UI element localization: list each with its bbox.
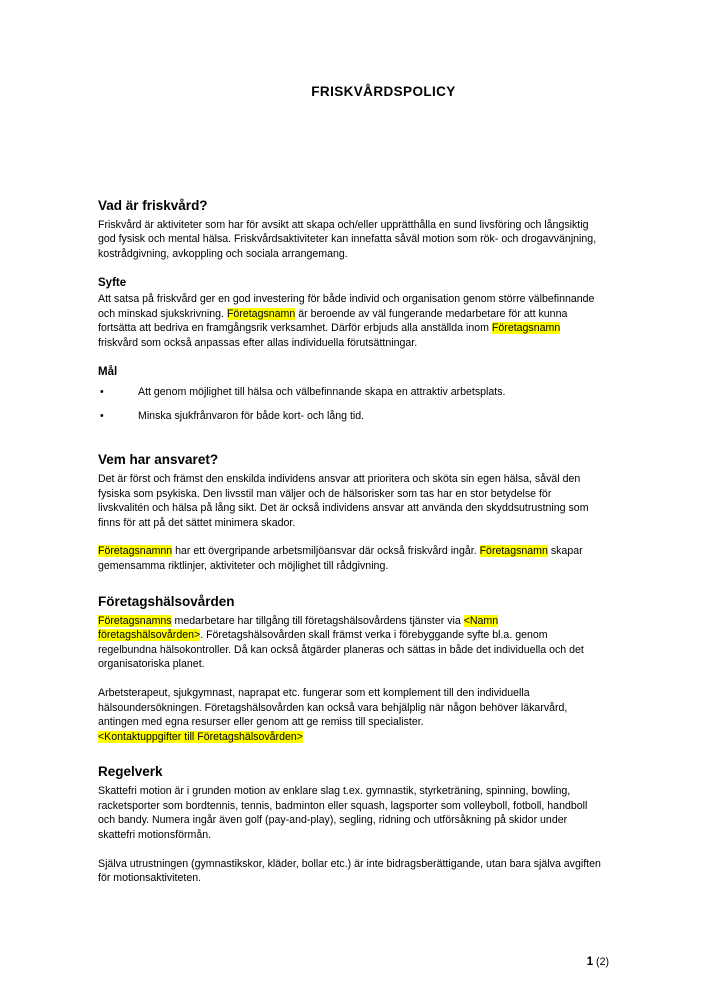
page-number: 1 bbox=[586, 956, 594, 968]
list-item bbox=[98, 409, 603, 424]
page-total: (2) bbox=[596, 956, 609, 968]
paragraph-vem-har-ansvaret-2 bbox=[98, 544, 603, 573]
highlight-namn-foretagshalsovarden: <Namn företagshälsovården> bbox=[98, 614, 499, 642]
section-heading-foretagshalsovarden: Företagshälsovården bbox=[98, 593, 235, 609]
section-heading-regelverk: Regelverk bbox=[98, 764, 163, 780]
section-heading-vad-ar-friskvard: Vad är friskvård? bbox=[98, 198, 208, 213]
highlight-kontaktuppgifter: <Kontaktuppgifter till Företagshälsovården> bbox=[98, 730, 303, 743]
section-heading-syfte: Syfte bbox=[98, 276, 127, 289]
paragraph-vem-har-ansvaret: Det är först och främst den enskilda individens ansvar att prioritera och sköta sin egen hälsa, såväl den fysiska som psykiska. Den livsstil man väljer och de hälsorisker som tas har en stor betydelse för livskvalitén och hälsa på lång sikt. Det är också individens ansvar att använda den skyddsutrustning som finns för att på det sättet minimera skador. bbox=[98, 472, 589, 529]
syfte-text-1: Att satsa på friskvård ger en god investering för både individ och organisation genom större välbefinnande och minskad sjukskrivning. bbox=[98, 293, 595, 320]
paragraph-regelverk-2: Själva utrustningen (gymnastikskor, kläder, bollar etc.) är inte bidragsberättigande, utan bara själva avgiften för motionsaktiviteten. bbox=[98, 857, 601, 885]
highlight-foretagsnamnn: Företagsnamnn bbox=[98, 545, 173, 558]
document-body bbox=[98, 198, 603, 886]
syfte-text-2: är beroende av väl fungerande medarbetare för att kunna fortsätta att bedriva en framgångsrik verksamhet. Därför erbjuds alla anställda inom bbox=[98, 307, 568, 335]
highlight-foretagsnamn-3: Företagsnamn bbox=[479, 545, 548, 558]
list-item-label: Att genom möjlighet till hälsa och välbefinnande skapa en attraktiv arbetsplats. bbox=[138, 385, 506, 398]
highlight-foretagsnamns: Företagsnamns bbox=[98, 614, 172, 627]
page-footer bbox=[98, 956, 609, 968]
list-mal bbox=[98, 385, 603, 423]
bullet-icon: • bbox=[100, 385, 104, 398]
paragraph-syfte bbox=[98, 292, 603, 350]
paragraph-vad-ar-friskvard: Friskvård är aktiviteter som har för avsikt att skapa och/eller upprätthålla en sund livsföring och långsiktig god fysisk och mental hälsa. Friskvårdsaktiviteter kan innefatta såväl motion som rök- och drogavvänjning, kostrådgivning, avkoppling och sociala arrangemang. bbox=[98, 218, 597, 261]
highlight-foretagsnamn-2: Företagsnamn bbox=[491, 322, 561, 335]
syfte-text-3: friskvård som också anpassas efter allas individuella förutsättningar. bbox=[98, 336, 418, 349]
list-item bbox=[98, 385, 603, 400]
fhv-text-1: medarbetare har tillgång till företagshälsovårdens tjänster via bbox=[171, 614, 464, 627]
page-title: FRISKVÅRDSPOLICY bbox=[311, 84, 456, 99]
paragraph-foretagshalsovarden-1 bbox=[98, 614, 603, 672]
fhv-text-2: . Företagshälsovården skall främst verka i förebyggande syfte bl.a. genom regelbundna hälsokontroller. Då kan också åtgärder planeras och sättas in både det individuella och det organisatoriska planet. bbox=[98, 629, 584, 671]
bullet-icon: • bbox=[100, 409, 104, 422]
highlight-foretagsnamn-1: Företagsnamn bbox=[226, 307, 296, 320]
paragraph-foretagshalsovarden-3 bbox=[98, 730, 603, 745]
paragraph-regelverk-1: Skattefri motion är i grunden motion av enklare slag t.ex. gymnastik, styrketräning, spinning, bowling, racketsporter som bordtennis, tennis, badminton eller squash, lagsporter som volleyboll, fotboll, handboll och bandy. Numera ingår även golf (pay-and-play), segling, ridning och utförsåkning på skidor under skattefri motionsförmån. bbox=[98, 785, 588, 842]
section-heading-vem-har-ansvaret: Vem har ansvaret? bbox=[98, 452, 219, 468]
section-heading-mal: Mål bbox=[98, 365, 118, 378]
ansvaret-text-2: skapar gemensamma riktlinjer, aktiviteter och möjlighet till rådgivning. bbox=[98, 545, 583, 573]
list-item-label: Minska sjukfrånvaron för både kort- och lång tid. bbox=[138, 409, 365, 422]
paragraph-foretagshalsovarden-2: Arbetsterapeut, sjukgymnast, naprapat etc. fungerar som ett komplement till den individuella hälsoundersökningen. Företagshälsovården kan också vara behjälplig när någon behöver läkarvård, antingen med egna resurser eller genom att ge remiss till specialister. bbox=[98, 686, 568, 729]
ansvaret-text-1: har ett övergripande arbetsmiljöansvar där också friskvård ingår. bbox=[172, 545, 480, 558]
